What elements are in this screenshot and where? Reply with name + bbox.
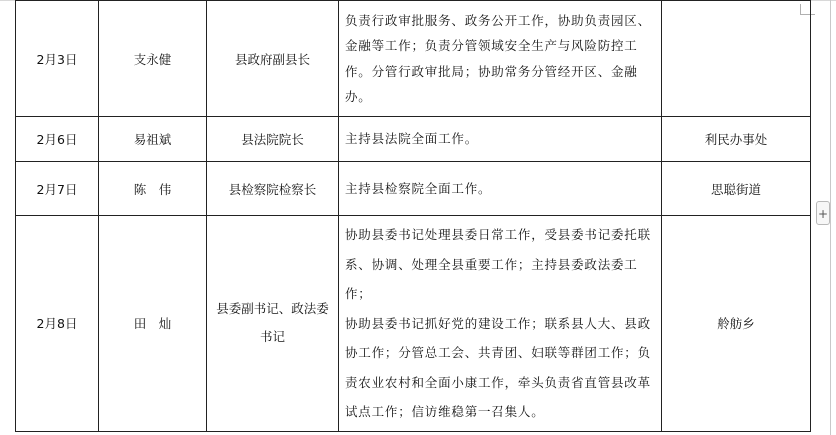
contact-cell	[662, 1, 811, 117]
position-cell: 县政府副县长	[207, 1, 339, 117]
duty-line: 协助县委书记处理县委日常工作，受县委书记委托联	[345, 227, 651, 242]
table-row	[16, 117, 811, 162]
contact-cell: 思聪街道	[662, 162, 811, 216]
date-cell: 2月7日	[16, 162, 99, 216]
duty-line: 主持县法院全面工作。	[345, 131, 479, 147]
duty-line: 协助县委书记抓好党的建设工作；联系县人大、县政	[345, 315, 651, 331]
name-cell: 支永健	[99, 1, 207, 117]
duty-line: 负责行政审批服务、政务公开工作，协助负责园区、	[345, 12, 651, 28]
position-cell	[207, 216, 339, 432]
expand-button[interactable]: +	[816, 201, 830, 225]
table-row	[16, 1, 811, 117]
contact-cell: 舲舫乡	[662, 216, 811, 432]
date-cell: 2月3日	[16, 1, 99, 117]
position-line: 书记	[259, 329, 285, 345]
name-cell: 陈 伟	[99, 162, 207, 216]
position-line: 县委副书记、政法委	[216, 301, 329, 317]
duty-line: 责农业农村和全面小康工作，牵头负责省直管县改革	[345, 374, 651, 390]
page-edge	[830, 0, 831, 435]
duties-cell	[339, 117, 662, 162]
duty-line: 金融等工作；负责分管领域安全生产与风险防控工	[345, 38, 638, 53]
duties-cell	[339, 1, 662, 117]
date-cell: 2月8日	[16, 216, 99, 432]
duty-line: 系、协调、处理全县重要工作；主持县委政法委工作；	[345, 256, 638, 301]
position-cell: 县检察院检察长	[207, 162, 339, 216]
duty-schedule-table	[15, 0, 811, 432]
table-row	[16, 162, 811, 216]
duty-line: 作。分管行政审批局；协助常务分管经开区、金融办。	[345, 63, 638, 104]
duties-cell	[339, 216, 662, 432]
date-cell: 2月6日	[16, 117, 99, 162]
name-cell: 易祖斌	[99, 117, 207, 162]
duty-line: 主持县检察院全面工作。	[345, 180, 492, 196]
name-cell: 田 灿	[99, 216, 207, 432]
contact-cell: 利民办事处	[662, 117, 811, 162]
duty-line: 协工作；分管总工会、共青团、妇联等群团工作；负	[345, 345, 651, 360]
position-cell: 县法院院长	[207, 117, 339, 162]
duties-cell	[339, 162, 662, 216]
duty-line: 试点工作；信访维稳第一召集人。	[345, 404, 545, 419]
table-row	[16, 216, 811, 432]
